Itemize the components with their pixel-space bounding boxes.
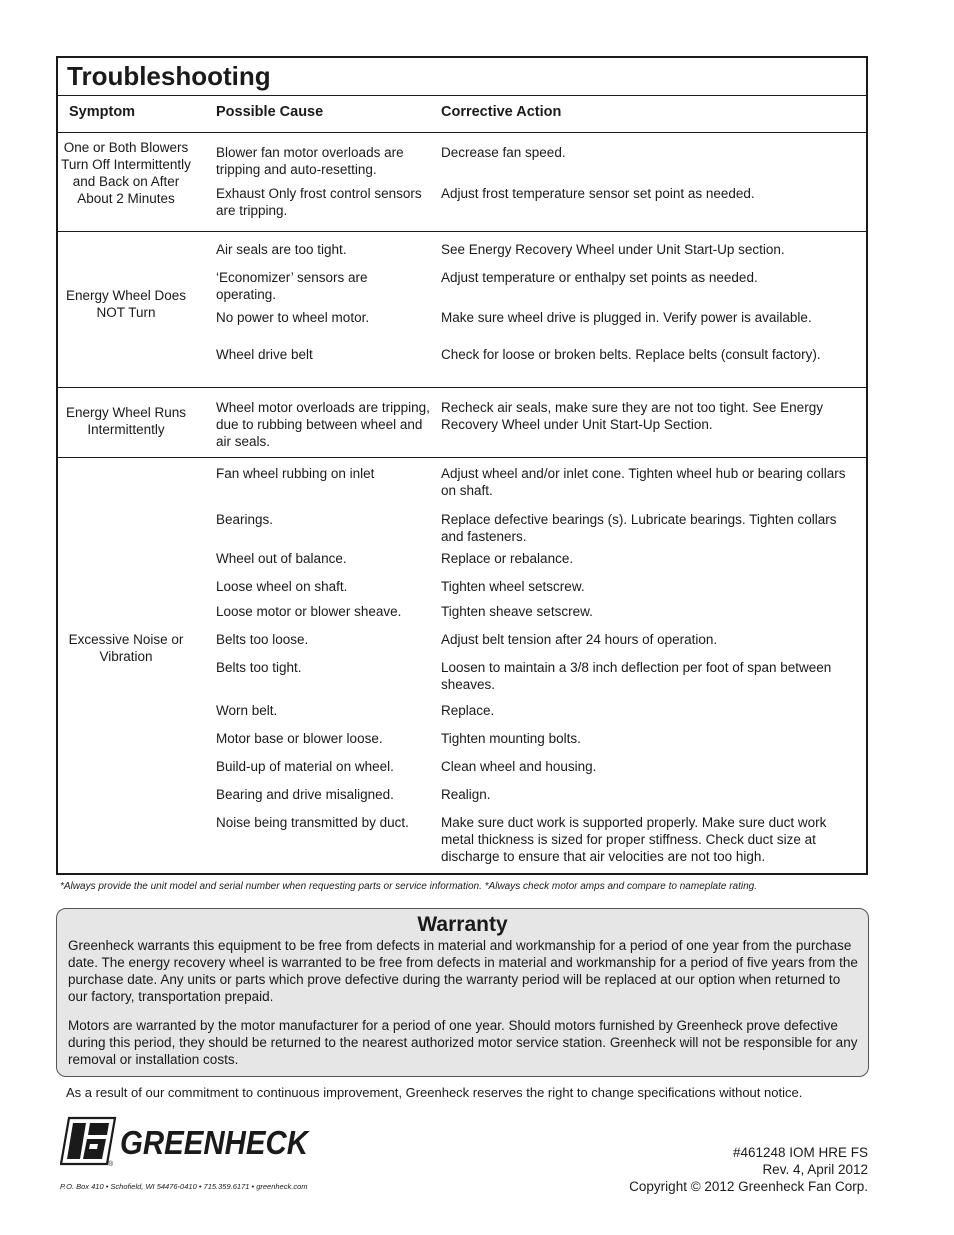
cause-cell: Worn belt. xyxy=(216,703,278,718)
action-cell: Replace. xyxy=(441,703,495,718)
cause-cell: Wheel motor overloads are tripping, due to rubbing between wheel and air seals. xyxy=(216,400,430,449)
action-cell: Replace or rebalance. xyxy=(441,551,574,566)
cause-cell: Wheel out of balance. xyxy=(216,551,347,566)
cause-cell: Noise being transmitted by duct. xyxy=(216,815,409,830)
company-address: P.O. Box 410 • Schofield, WI 54476-0410 • 715.359.6171 • greenheck.com xyxy=(60,1182,308,1191)
action-cell: Recheck air seals, make sure they are not too tight. See Energy Recovery Wheel under Unit Start-Up Section. xyxy=(441,400,823,432)
cause-cell: Fan wheel rubbing on inlet xyxy=(216,466,375,481)
logo-wordmark: GREENHECK xyxy=(120,1124,310,1161)
action-cell: Adjust belt tension after 24 hours of operation. xyxy=(441,632,718,647)
action-cell: Replace defective bearings (s). Lubricate bearings. Tighten collars and fasteners. xyxy=(441,512,837,544)
action-cell: Adjust temperature or enthalpy set points as needed. xyxy=(441,270,758,285)
symptom-cell: Excessive Noise or Vibration xyxy=(68,632,184,664)
symptom-header: Symptom xyxy=(69,104,136,120)
action-cell: Check for loose or broken belts. Replace belts (consult factory). xyxy=(441,347,821,362)
symptom-cell: One or Both Blowers Turn Off Intermittently and Back on After About 2 Minutes xyxy=(61,140,191,206)
warranty-paragraph: Motors are warranted by the motor manufacturer for a period of one year. Should motors furnished by Greenheck prove defective during this period, they should be returned to the nearest authorized motor service station. Greenheck will not be responsible for any removal or installation costs. xyxy=(68,1018,858,1067)
action-cell: Make sure duct work is supported properly. Make sure duct work metal thickness is sized for proper stiffness. Check duct size at discharge to ensure that air velocities are not too high. xyxy=(441,815,827,864)
action-cell: See Energy Recovery Wheel under Unit Start-Up section. xyxy=(441,242,785,257)
symptom-cell: Energy Wheel Does NOT Turn xyxy=(65,288,187,320)
action-cell: Tighten wheel setscrew. xyxy=(441,579,585,594)
title-divider xyxy=(57,95,868,96)
group-divider xyxy=(57,387,868,388)
cause-cell: Motor base or blower loose. xyxy=(216,731,383,746)
warranty-title: Warranty xyxy=(417,913,508,936)
symptom-cell: Energy Wheel Runs Intermittently xyxy=(65,405,187,437)
action-cell: Tighten mounting bolts. xyxy=(441,731,581,746)
cause-cell: Loose motor or blower sheave. xyxy=(216,604,402,619)
document-info xyxy=(629,1144,868,1195)
table-footnote: *Always provide the unit model and serial number when requesting parts or service information. *Always check motor amps and compare to nameplate rating. xyxy=(60,881,758,892)
cause-cell: Blower fan motor overloads are tripping and auto-resetting. xyxy=(216,145,404,177)
cause-cell: Belts too tight. xyxy=(216,660,302,675)
cause-cell: Loose wheel on shaft. xyxy=(216,579,348,594)
action-header: Corrective Action xyxy=(441,104,562,120)
group-divider xyxy=(57,231,868,232)
cause-cell: ‘Economizer’ sensors are operating. xyxy=(216,270,368,302)
action-cell: Clean wheel and housing. xyxy=(441,759,597,774)
header-divider xyxy=(57,132,868,133)
greenheck-logo-mark xyxy=(60,1116,312,1168)
warranty-box xyxy=(56,908,869,1077)
cause-header: Possible Cause xyxy=(216,104,324,120)
greenheck-logo xyxy=(60,1116,312,1168)
improvement-note: As a result of our commitment to continuous improvement, Greenheck reserves the right to change specifications without notice. xyxy=(66,1085,803,1100)
action-cell: Decrease fan speed. xyxy=(441,145,566,160)
cause-cell: Bearing and drive misaligned. xyxy=(216,787,394,802)
group-divider xyxy=(57,457,868,458)
svg-text:®: ® xyxy=(108,1161,114,1168)
cause-cell: Build-up of material on wheel. xyxy=(216,759,394,774)
cause-cell: Wheel drive belt xyxy=(216,347,313,362)
action-cell: Loosen to maintain a 3/8 inch deflection per foot of span between sheaves. xyxy=(441,660,832,692)
document-number: #461248 IOM HRE FS xyxy=(732,1145,868,1160)
troubleshooting-title: Troubleshooting xyxy=(67,61,271,91)
action-cell: Make sure wheel drive is plugged in. Verify power is available. xyxy=(441,310,812,325)
cause-cell: Exhaust Only frost control sensors are tripping. xyxy=(216,186,422,218)
action-cell: Adjust wheel and/or inlet cone. Tighten wheel hub or bearing collars on shaft. xyxy=(441,466,846,498)
cause-cell: No power to wheel motor. xyxy=(216,310,370,325)
action-cell: Tighten sheave setscrew. xyxy=(441,604,593,619)
warranty-paragraph: Greenheck warrants this equipment to be free from defects in material and workmanship for a period of one year from the purchase date. The energy recovery wheel is warranted to be free from defects in material and workmanship for a period of five years from the purchase date. Any units or parts which prove defective during the warranty period will be replaced at our option when returned to our factory, transportation prepaid. xyxy=(68,938,858,1004)
cause-cell: Air seals are too tight. xyxy=(216,242,347,257)
copyright: Copyright © 2012 Greenheck Fan Corp. xyxy=(629,1179,868,1194)
revision-date: Rev. 4, April 2012 xyxy=(762,1162,868,1177)
cause-cell: Belts too loose. xyxy=(216,632,309,647)
action-cell: Adjust frost temperature sensor set point as needed. xyxy=(441,186,755,201)
action-cell: Realign. xyxy=(441,787,491,802)
cause-cell: Bearings. xyxy=(216,512,274,527)
